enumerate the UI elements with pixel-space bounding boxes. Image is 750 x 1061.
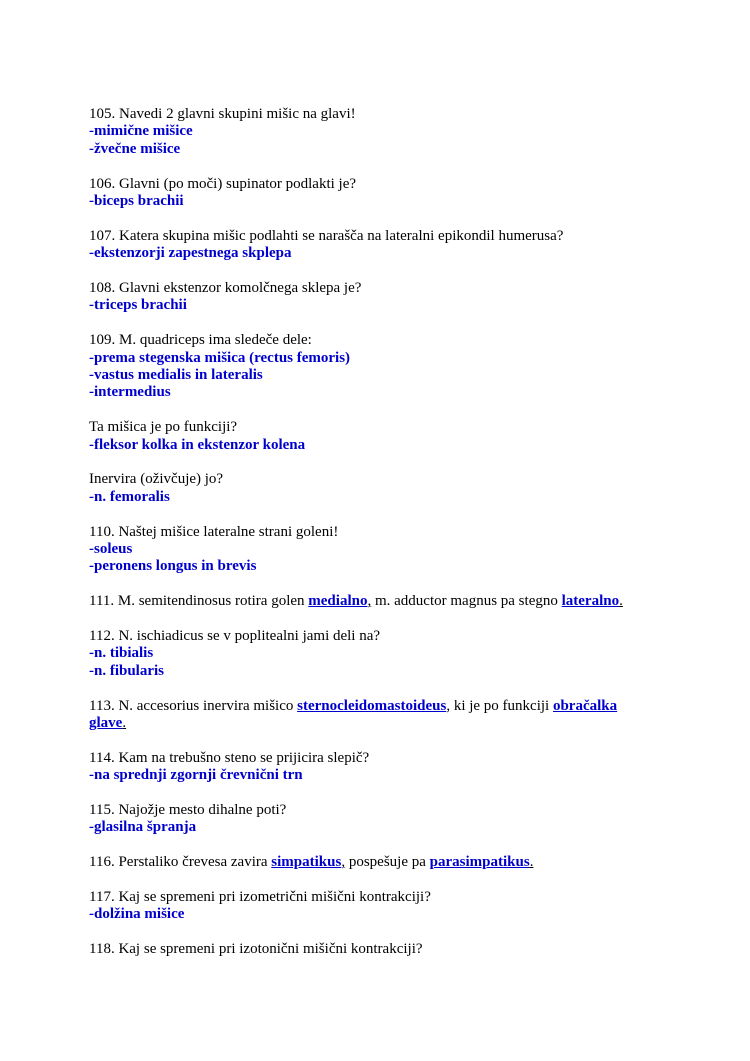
question-text: m. adductor magnus pa stegno: [371, 593, 562, 610]
punctuation: ,: [446, 697, 451, 714]
text-line: [89, 384, 689, 401]
text-line: [89, 332, 689, 349]
question-text: 109. M. quadriceps ima sledeče dele:: [89, 332, 312, 349]
question-text: 114. Kam na trebušno steno se prijicira slepič?: [89, 749, 370, 766]
answer-text: -intermedius: [89, 384, 171, 401]
filled-answer-underlined: parasimpatikus: [429, 854, 530, 871]
text-line: [89, 819, 689, 836]
filled-answer-underlined: glave: [89, 715, 123, 732]
qa-paragraph: [89, 854, 689, 871]
text-line: [89, 419, 689, 436]
answer-text: -dolžina mišice: [89, 906, 185, 923]
text-line: [89, 889, 689, 906]
text-line: [89, 471, 689, 488]
text-line: [89, 437, 689, 454]
text-line: [89, 245, 689, 262]
qa-paragraph: [89, 471, 689, 506]
qa-paragraph: [89, 280, 689, 315]
question-text: 113. N. accesorius inervira mišico: [89, 697, 298, 714]
question-text: 108. Glavni ekstenzor komolčnega sklepa je?: [89, 280, 362, 297]
question-text: Inervira (oživčuje) jo?: [89, 471, 224, 488]
qa-paragraph: [89, 941, 689, 958]
answer-text: -n. tibialis: [89, 645, 154, 662]
answer-text: -glasilna špranja: [89, 819, 197, 836]
question-text: pospešuje pa: [345, 854, 430, 871]
text-line: [89, 123, 689, 140]
text-line: [89, 715, 689, 732]
punctuation: .: [619, 593, 623, 610]
punctuation: .: [122, 715, 127, 732]
qa-paragraph: [89, 106, 689, 158]
text-line: [89, 350, 689, 367]
answer-text: -na sprednji zgornji črevnični trn: [89, 767, 303, 784]
filled-answer-underlined: obračalka: [552, 697, 618, 714]
question-text: 116. Perstaliko črevesa zavira: [89, 854, 272, 871]
text-line: [89, 802, 689, 819]
filled-answer-underlined: simpatikus: [271, 854, 342, 871]
qa-paragraph: [89, 228, 689, 263]
question-text: 117. Kaj se spremeni pri izometrični mišični kontrakciji?: [89, 889, 431, 906]
question-text: 112. N. ischiadicus se v poplitealni jami deli na?: [89, 628, 381, 645]
answer-text: -peronens longus in brevis: [89, 558, 257, 575]
answer-text: -žvečne mišice: [89, 140, 181, 157]
question-text: 118. Kaj se spremeni pri izotonični mišični kontrakciji?: [89, 941, 423, 958]
punctuation: .: [529, 854, 534, 871]
punctuation: ,: [341, 854, 346, 871]
question-text: 111. M. semitendinosus rotira golen: [89, 593, 309, 610]
qa-paragraph: [89, 332, 689, 402]
question-text: ki je po funkciji: [450, 697, 553, 714]
qa-paragraph: [89, 524, 689, 576]
text-line: [89, 558, 689, 575]
qa-paragraph: [89, 889, 689, 924]
question-text: 105. Navedi 2 glavni skupini mišic na glavi!: [89, 106, 356, 122]
qa-paragraph: [89, 419, 689, 454]
text-line: [89, 628, 689, 645]
text-line: [89, 141, 689, 158]
punctuation: ,: [367, 593, 372, 610]
question-text: 110. Naštej mišice lateralne strani goleni!: [89, 523, 339, 540]
answer-text: -biceps brachii: [89, 193, 184, 210]
filled-answer-underlined: medialno: [308, 593, 368, 610]
qa-paragraph: [89, 628, 689, 680]
answer-text: -prema stegenska mišica (rectus femoris): [89, 349, 351, 366]
text-line: [89, 193, 689, 210]
text-line: [89, 941, 689, 958]
text-line: [89, 228, 689, 245]
text-line: [89, 106, 689, 123]
text-line: [89, 767, 689, 784]
text-line: [89, 541, 689, 558]
qa-paragraph: [89, 176, 689, 211]
filled-answer-underlined: sternocleidomastoideus: [297, 697, 447, 714]
text-line: [89, 645, 689, 662]
answer-text: -soleus: [89, 541, 133, 558]
text-line: [89, 750, 689, 767]
answer-text: -n. fibularis: [89, 662, 165, 679]
question-text: 106. Glavni (po moči) supinator podlakti je?: [89, 175, 357, 192]
filled-answer-underlined: lateralno: [561, 593, 620, 610]
answer-text: -ekstenzorji zapestnega skplepa: [89, 245, 292, 262]
text-line: [89, 297, 689, 314]
text-line: [89, 367, 689, 384]
text-line: [89, 854, 689, 871]
answer-text: -fleksor kolka in ekstenzor kolena: [89, 436, 306, 453]
answer-text: -triceps brachii: [89, 297, 187, 314]
text-line: [89, 698, 689, 715]
question-text: 107. Katera skupina mišic podlahti se narašča na lateralni epikondil humerusa?: [89, 227, 564, 244]
question-text: 115. Najožje mesto dihalne poti?: [89, 802, 287, 819]
text-line: [89, 524, 689, 541]
answer-text: -vastus medialis in lateralis: [89, 367, 263, 384]
qa-paragraph: [89, 750, 689, 785]
question-text: Ta mišica je po funkciji?: [89, 419, 238, 436]
answer-text: -n. femoralis: [89, 488, 170, 505]
text-line: [89, 280, 689, 297]
text-line: [89, 489, 689, 506]
text-line: [89, 663, 689, 680]
qa-paragraph: [89, 593, 689, 610]
answer-text: -mimične mišice: [89, 123, 193, 140]
qa-paragraph: [89, 802, 689, 837]
document-body: [89, 106, 689, 959]
qa-paragraph: [89, 698, 689, 733]
text-line: [89, 593, 689, 610]
text-line: [89, 176, 689, 193]
text-line: [89, 906, 689, 923]
